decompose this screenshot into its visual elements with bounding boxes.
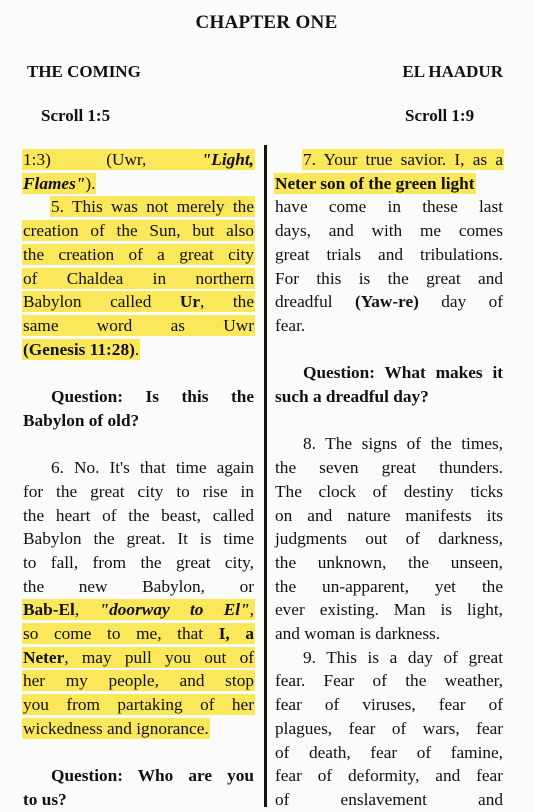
text-span: , <box>249 600 254 620</box>
text-line: 8. The signs of the times, <box>303 434 503 454</box>
text-line <box>23 267 254 291</box>
left-column <box>23 148 254 812</box>
chapter-title: CHAPTER ONE <box>195 12 338 33</box>
left-scroll-reference: Scroll 1:5 <box>41 106 111 125</box>
text-span: dreadful <box>275 292 355 312</box>
text-span: "doorway to El" <box>99 600 250 620</box>
text-span: same word as Uwr <box>23 315 254 335</box>
text-span: (Yaw-re) <box>354 292 419 312</box>
text-line: fear of viruses, fear of <box>275 695 503 715</box>
text-span: her my people, and stop <box>23 671 254 691</box>
text-line: days, and with me comes <box>275 221 503 241</box>
text-line: for the great city to rise in <box>23 481 254 501</box>
text-line <box>23 622 254 646</box>
text-span: ). <box>85 173 96 193</box>
text-line <box>23 172 254 196</box>
text-span: (Uwr, <box>106 150 147 169</box>
text-line: plagues, fear of wars, fear <box>275 718 503 738</box>
text-span: , the <box>200 292 254 312</box>
text-span: 7. Your true savior. I, as a <box>303 150 503 169</box>
question-line: to us? <box>23 789 67 809</box>
text-line: 9. This is a day of great <box>303 647 503 667</box>
text-span: . <box>134 339 140 359</box>
text-line: the heart of the beast, called <box>23 505 254 525</box>
verse-ref: 1:3) <box>23 150 51 169</box>
text-line <box>23 669 254 693</box>
text-span: 5. This was not merely the <box>51 197 254 217</box>
left-column-header: THE COMING <box>27 62 141 81</box>
text-span: the creation of a great city <box>23 244 254 264</box>
text-span: Bab-El <box>23 600 75 620</box>
text-line: fear. Fear of the weather, <box>275 671 503 691</box>
text-span: so come to me, that <box>23 624 219 644</box>
text-line: ever existing. Man is light, <box>275 600 503 620</box>
text-line <box>23 646 254 670</box>
text-line: have come in these last <box>275 197 503 217</box>
right-column <box>275 148 503 812</box>
text-span: "Light, <box>201 150 254 169</box>
text-line: on and nature manifests its <box>275 505 503 525</box>
question-line: Question: Who are you <box>51 766 254 786</box>
text-line: For this is the great and <box>275 268 503 288</box>
right-scroll-reference: Scroll 1:9 <box>405 106 475 125</box>
text-line <box>275 172 503 196</box>
text-line: the new Babylon, or <box>23 576 254 596</box>
text-line <box>23 338 254 362</box>
text-line <box>23 314 254 338</box>
question-line: Babylon of old? <box>23 410 140 430</box>
text-span: I, a <box>218 624 254 644</box>
text-line <box>23 598 254 622</box>
text-line: judgments out of darkness, <box>275 529 503 549</box>
text-line: great trials and tribulations. <box>275 244 503 264</box>
text-span: wickedness and ignorance. <box>23 718 209 738</box>
text-line: the seven great thunders. <box>275 458 503 478</box>
right-column-header: EL HAADUR <box>402 62 503 81</box>
text-line: fear. <box>275 315 306 335</box>
question-line: such a dreadful day? <box>275 387 429 407</box>
text-line <box>23 243 254 267</box>
text-line: Babylon the great. It is time <box>23 529 254 549</box>
text-line <box>23 693 254 717</box>
text-span: of Chaldea in northern <box>23 268 254 288</box>
column-divider <box>264 145 267 807</box>
text-span: you from partaking of her <box>23 695 254 715</box>
text-line <box>275 290 503 314</box>
text-span: Ur <box>179 292 201 312</box>
text-line: the un-apparent, yet the <box>275 576 503 596</box>
text-line <box>23 195 254 219</box>
text-line: of enslavement and <box>275 789 503 809</box>
text-line: and woman is darkness. <box>275 624 441 644</box>
question-line: Question: Is this the <box>51 387 254 407</box>
text-span: , <box>74 600 100 620</box>
text-line: fear of deformity, and fear <box>275 766 503 786</box>
text-span: (Genesis 11:28) <box>23 339 135 359</box>
text-line: The clock of destiny ticks <box>275 481 503 501</box>
text-span: Neter <box>23 647 65 667</box>
text-span: Neter son of the green light <box>275 173 475 193</box>
text-line: of death, fear of famine, <box>275 742 503 762</box>
text-line <box>23 290 254 314</box>
text-line <box>23 148 254 172</box>
text-line: 6. No. It's that time again <box>51 458 254 478</box>
text-line: the unknown, the unseen, <box>275 552 503 572</box>
text-line: to fall, from the great city, <box>23 552 254 572</box>
text-line <box>275 148 503 172</box>
question-line: Question: What makes it <box>303 363 503 383</box>
text-span: creation of the Sun, but also <box>23 221 254 241</box>
text-span: , may pull you out of <box>64 647 254 667</box>
text-line <box>23 219 254 243</box>
text-line <box>23 717 254 741</box>
text-span: Babylon called <box>23 292 180 312</box>
text-span: Flames" <box>23 173 86 193</box>
text-span: day of <box>418 292 503 312</box>
